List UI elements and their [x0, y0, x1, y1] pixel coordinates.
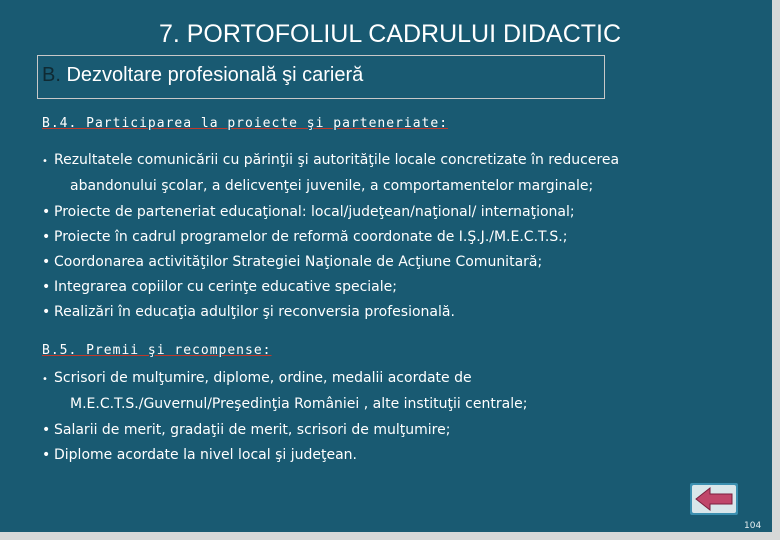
bullet: • [42, 447, 51, 463]
bullet: • [42, 204, 51, 220]
list-item-text: Rezultatele comunicării cu părinţii şi autorităţile locale concretizate în reducerea [54, 152, 620, 168]
page-number: 104 [744, 521, 762, 531]
bullet: • [42, 374, 48, 385]
bullet: • [42, 422, 51, 438]
list-item [42, 304, 455, 320]
subtitle-text: Dezvoltare profesională şi carieră [60, 64, 364, 86]
slide-title: 7. PORTOFOLIUL CADRULUI DIDACTIC [158, 20, 622, 48]
section-heading-b5: B.5. Premii şi recompense: [42, 343, 272, 358]
list-item-text: Scrisori de mulţumire, diplome, ordine, medalii acordate de [54, 370, 472, 386]
list-item [42, 229, 567, 245]
list-item [42, 370, 472, 386]
list-item [42, 254, 542, 270]
list-item-text: abandonului şcolar, a delicvenţei juvenile, a comportamentelor marginale; [70, 178, 594, 194]
list-item-text: Integrarea copiilor cu cerinţe educative speciale; [54, 279, 397, 295]
section-heading-b4: B.4. Participarea la proiecte şi parteneriate: [42, 116, 449, 131]
list-item-text: Realizări în educaţia adulţilor şi reconversia profesională. [54, 304, 455, 320]
bullet: • [42, 279, 51, 295]
list-item [42, 279, 397, 295]
bullet: • [42, 254, 51, 270]
list-item [42, 152, 619, 168]
bullet: • [42, 229, 51, 245]
list-item-text: Diplome acordate la nivel local şi judeţean. [54, 447, 357, 463]
subtitle-prefix: B. [42, 64, 61, 86]
bullet: • [42, 304, 51, 320]
list-item [42, 422, 450, 438]
list-item-text: M.E.C.T.S./Guvernul/Preşedinţia României , alte instituţii centrale; [70, 396, 528, 412]
list-item [42, 204, 575, 220]
list-item-text: Proiecte de parteneriat educaţional: local/judeţean/naţional/ internaţional; [54, 204, 575, 220]
back-arrow-icon[interactable] [690, 483, 738, 515]
list-item-text: Proiecte în cadrul programelor de reformă coordonate de I.Ş.J./M.E.C.T.S.; [54, 229, 568, 245]
bullet: • [42, 156, 48, 167]
list-item-text: Coordonarea activităţilor Strategiei Naţionale de Acţiune Comunitară; [54, 254, 543, 270]
list-item [42, 447, 357, 463]
list-item-text: Salarii de merit, gradaţii de merit, scrisori de mulţumire; [54, 422, 451, 438]
list-item-continuation [70, 396, 527, 412]
list-item-continuation [70, 178, 593, 194]
slide-subtitle [42, 64, 363, 87]
